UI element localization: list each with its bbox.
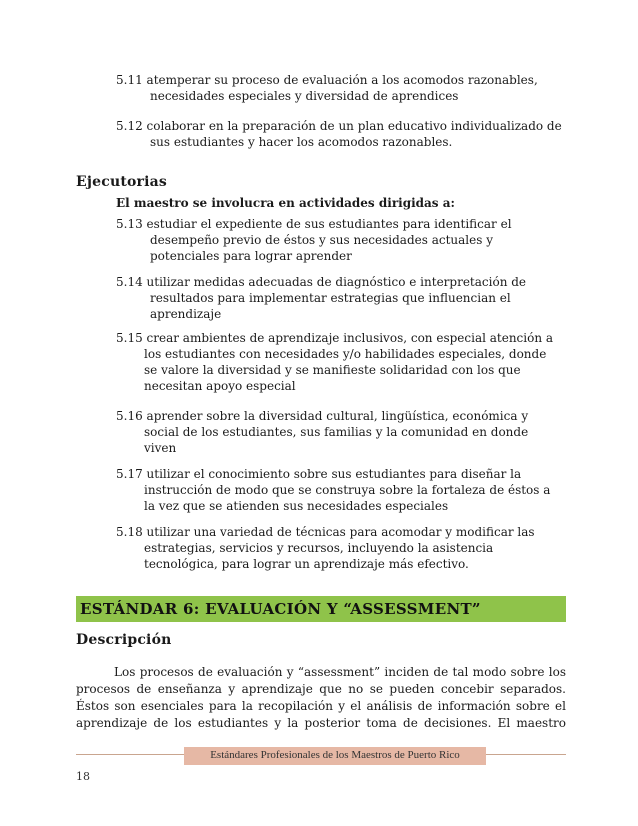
paragraph-line: Éstos son esenciales para la recopilación y el análisis de información sobre el bbox=[76, 699, 566, 713]
paragraph-line: aprendizaje de los estudiantes y la posterior toma de decisiones. El maestro bbox=[76, 716, 566, 730]
item-line: 5.15 crear ambientes de aprendizaje inclusivos, con especial atención a bbox=[116, 331, 554, 345]
ejecutorias-intro: El maestro se involucra en actividades dirigidas a: bbox=[116, 196, 455, 210]
item-line: 5.14 utilizar medidas adecuadas de diagnóstico e interpretación de bbox=[116, 275, 527, 289]
item-line: desempeño previo de éstos y sus necesidades actuales y bbox=[150, 233, 493, 247]
page-number: 18 bbox=[76, 770, 90, 783]
item-line: instrucción de modo que se construya sobre la fortaleza de éstos a bbox=[144, 483, 551, 497]
footer-text: Estándares Profesionales de los Maestros de Puerto Rico bbox=[210, 749, 460, 761]
item-line: los estudiantes con necesidades y/o habilidades especiales, donde bbox=[144, 347, 547, 361]
standard-title-bar bbox=[76, 596, 566, 622]
item-line: social de los estudiantes, sus familias y la comunidad en donde bbox=[144, 425, 529, 439]
list-item-5-13 bbox=[116, 216, 564, 264]
item-line: la vez que se atienden sus necesidades especiales bbox=[144, 499, 449, 513]
item-line: 5.18 utilizar una variedad de técnicas para acomodar y modificar las bbox=[116, 525, 535, 539]
list-item-5-16 bbox=[116, 408, 564, 456]
item-line: 5.16 aprender sobre la diversidad cultural, lingüística, económica y bbox=[116, 409, 529, 423]
list-item-5-12 bbox=[116, 118, 564, 150]
item-line: se valore la diversidad y se manifieste solidaridad con los que bbox=[144, 363, 521, 377]
section-heading-ejecutorias: Ejecutorias bbox=[76, 174, 167, 190]
list-item-5-17 bbox=[116, 466, 564, 514]
list-item-5-15 bbox=[116, 330, 564, 394]
list-item-5-14 bbox=[116, 274, 564, 322]
standard-title: ESTÁNDAR 6: EVALUACIÓN Y “ASSESSMENT” bbox=[80, 600, 481, 618]
item-line: 5.17 utilizar el conocimiento sobre sus estudiantes para diseñar la bbox=[116, 467, 522, 481]
item-line: 5.11 atemperar su proceso de evaluación a los acomodos razonables, bbox=[116, 73, 538, 87]
item-line: viven bbox=[144, 441, 177, 455]
item-line: necesidades especiales y diversidad de aprendices bbox=[150, 89, 459, 103]
paragraph-line: procesos de enseñanza y aprendizaje que no se pueden concebir separados. bbox=[76, 682, 566, 696]
item-line: aprendizaje bbox=[150, 307, 222, 321]
paragraph-line: Los procesos de evaluación y “assessment” inciden de tal modo sobre los bbox=[114, 665, 566, 679]
item-line: necesitan apoyo especial bbox=[144, 379, 296, 393]
item-line: potenciales para lograr aprender bbox=[150, 249, 352, 263]
item-line: tecnológica, para lograr un aprendizaje más efectivo. bbox=[144, 557, 469, 571]
list-item-5-18 bbox=[116, 524, 564, 572]
item-line: estrategias, servicios y recursos, incluyendo la asistencia bbox=[144, 541, 494, 555]
item-line: resultados para implementar estrategias que influencian el bbox=[150, 291, 511, 305]
section-heading-descripcion: Descripción bbox=[76, 632, 172, 648]
item-line: sus estudiantes y hacer los acomodos razonables. bbox=[150, 135, 453, 149]
list-item-5-11 bbox=[116, 72, 564, 104]
descripcion-paragraph bbox=[76, 664, 566, 732]
item-line: 5.13 estudiar el expediente de sus estudiantes para identificar el bbox=[116, 217, 512, 231]
item-line: 5.12 colaborar en la preparación de un plan educativo individualizado de bbox=[116, 119, 562, 133]
footer-label-box bbox=[184, 747, 486, 765]
